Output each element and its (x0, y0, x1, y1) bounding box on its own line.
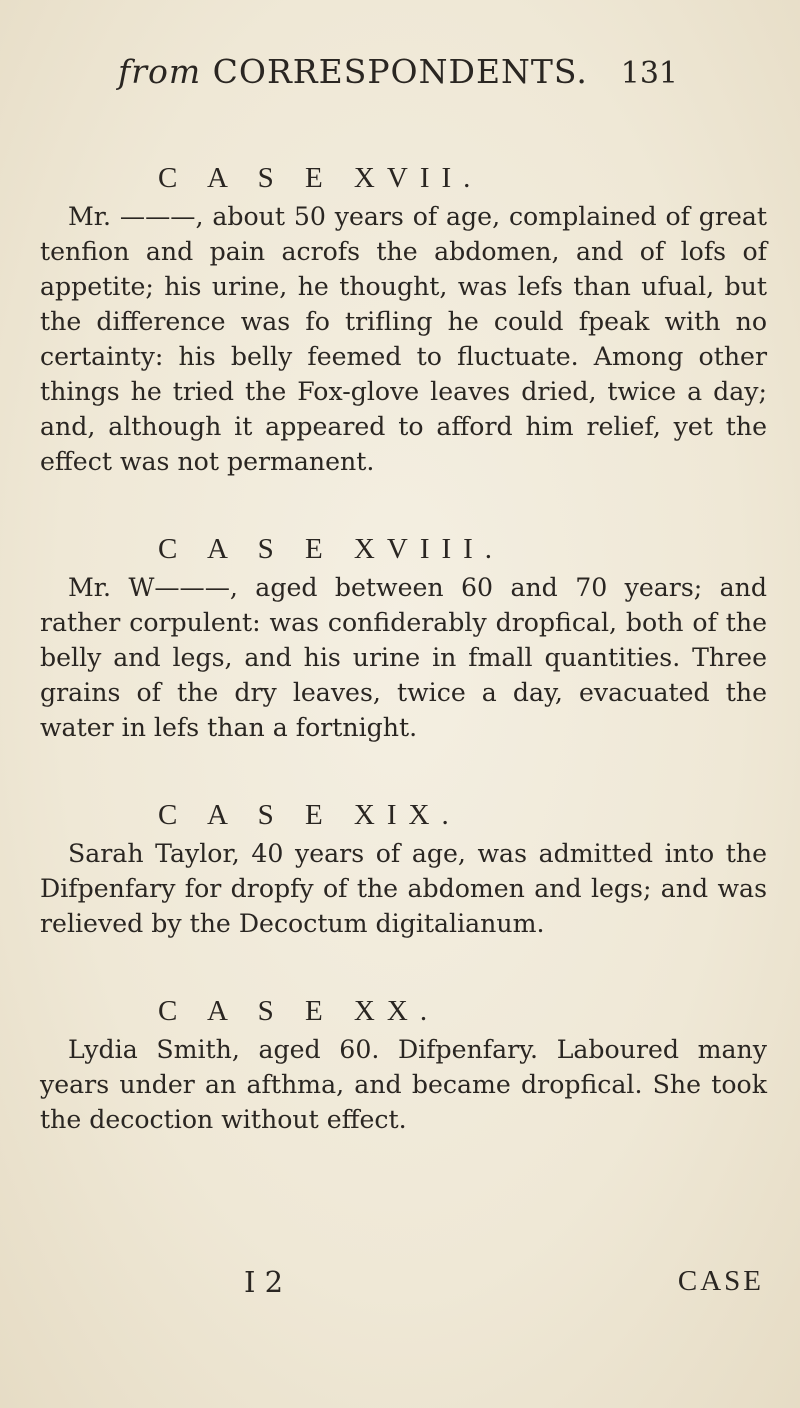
case-heading: C A S E XVII. (158, 162, 483, 194)
case-paragraph (40, 570, 767, 745)
page-footer (244, 1265, 764, 1299)
case-text: Sarah Taylor, 40 years of age, was admitted into the Difpenfary for dropfy of the abdomen and legs; and was relieved by the Decoctum digitalianum. (40, 839, 767, 938)
case-19 (40, 799, 767, 941)
running-header (118, 52, 678, 91)
case-paragraph (40, 199, 767, 479)
running-title-text: CORRESPONDENTS. (212, 52, 588, 91)
case-heading: C A S E XVIII. (158, 533, 505, 565)
page-number: 131 (620, 56, 678, 91)
case-heading: C A S E XX. (158, 995, 440, 1027)
case-17 (40, 162, 767, 479)
signature-mark: I 2 (244, 1265, 284, 1299)
case-20 (40, 995, 767, 1137)
case-text: Mr. ———, about 50 years of age, complained of great tenfion and pain acrofs the abdomen, and of lofs of appetite; his urine, he thought, was lefs than ufual, but the difference was fo trifling he could fpeak with no certainty: his belly feemed to fluctuate. Among other things he tried the Fox-glove leaves dried, twice a day; and, although it appeared to afford him relief, yet the effect was not permanent. (40, 202, 767, 476)
case-paragraph (40, 1032, 767, 1137)
running-title (118, 52, 588, 91)
catchword: CASE (677, 1265, 764, 1297)
case-paragraph (40, 836, 767, 941)
case-text: Mr. W———, aged between 60 and 70 years; and rather corpulent: was confiderably dropfical, both of the belly and legs, and his urine in fmall quantities. Three grains of the dry leaves, twice a day, evacuated the water in lefs than a fortnight. (40, 573, 767, 742)
page-body (40, 162, 767, 1191)
case-18 (40, 533, 767, 745)
case-text: Lydia Smith, aged 60. Difpenfary. Laboured many years under an afthma, and became dropfical. She took the decoction without effect. (40, 1035, 767, 1134)
from-word: from (118, 52, 202, 91)
case-heading: C A S E XIX. (158, 799, 461, 831)
